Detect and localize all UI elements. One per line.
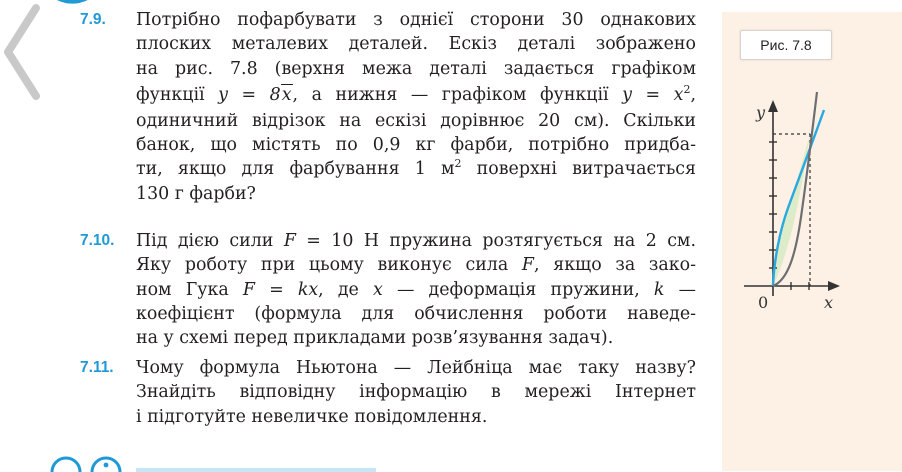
text-line (136, 157, 696, 181)
x-axis-arrow (828, 281, 840, 291)
text-line: плоских металевих деталей. Ескіз деталі зображено (136, 34, 696, 55)
text-fragment: ти, якщо для фарбування 1 м (136, 159, 455, 180)
text-line: і підготуйте невеличке повідомлення. (136, 406, 488, 427)
text-line: 130 г фарби? (136, 183, 256, 204)
problem-number: 7.11. (80, 359, 114, 376)
exponent: 2 (683, 83, 691, 97)
problem-7-9 (0, 8, 700, 208)
formula: F (521, 255, 534, 276)
text-line: одиничний відрізок на ескізі дорівнює 20 см). Скільки (136, 110, 696, 131)
figure-7-8 (722, 90, 902, 320)
formula: F = kx (242, 279, 319, 300)
text-fragment: ном Гука (136, 279, 243, 300)
info-icons (48, 456, 138, 472)
text-line: Чому формула Ньютона — Лейбніца має таку назву? (136, 358, 696, 378)
formula: F (283, 231, 296, 251)
formula-lower-curve: y = x (622, 84, 684, 105)
x-axis-label: x (824, 293, 834, 312)
formula: k (653, 279, 665, 300)
text-line (136, 81, 696, 109)
text-line: коефіцієнт (формула для обчислення роботи наведе- (136, 303, 696, 324)
problem-text (136, 229, 696, 350)
problem-7-10 (0, 229, 700, 354)
text-line: на рис. 7.8 (верхня межа деталі задається графіком (136, 58, 696, 79)
text-line (136, 229, 696, 253)
problem-text (136, 356, 696, 429)
y-axis-label: y (756, 103, 766, 122)
problem-number: 7.9. (80, 11, 106, 28)
y-axis-arrow (768, 100, 778, 112)
origin-label: 0 (758, 293, 769, 312)
text-fragment: — деформація пружини, (382, 279, 654, 300)
text-line (136, 253, 696, 277)
text-fragment: — (664, 279, 696, 300)
text-fragment: поверхні витрачається (461, 159, 696, 180)
formula: x (373, 279, 383, 300)
circle-icon (52, 458, 80, 472)
problem-text (136, 8, 696, 206)
text-line (136, 278, 696, 302)
text-fragment: , (690, 84, 696, 105)
text-line: на у схемі перед прикладами розв’язування задач). (136, 328, 614, 349)
text-line: Знайдіть відповідну інформацію в мережі Інтернет (136, 382, 696, 403)
formula-sqrt: x (281, 84, 292, 105)
text-fragment: Під дією сили (136, 231, 284, 251)
problem-7-11 (0, 356, 700, 432)
text-fragment: , а нижня — графіком функції (292, 84, 623, 105)
exponent: 2 (454, 157, 462, 171)
problem-number: 7.10. (80, 232, 115, 249)
formula-upper-curve: y = 8 (218, 84, 281, 105)
info-icon-dot (104, 463, 109, 468)
text-fragment: , де (318, 279, 373, 300)
text-fragment: Яку роботу при цьому виконує сила (136, 255, 522, 276)
figure-caption: Рис. 7.8 (740, 30, 832, 60)
text-fragment: функції (136, 84, 219, 105)
text-line: банок, що містять по 0,9 кг фарби, потрібно придба- (136, 135, 696, 156)
text-line: Потрібно пофарбувати з однієї сторони 30 однакових (136, 10, 696, 30)
text-fragment: , якщо за зако- (534, 255, 697, 276)
decorative-arc (40, 0, 100, 8)
text-fragment: = 10 Н пружина розтягується на 2 см. (295, 231, 696, 251)
